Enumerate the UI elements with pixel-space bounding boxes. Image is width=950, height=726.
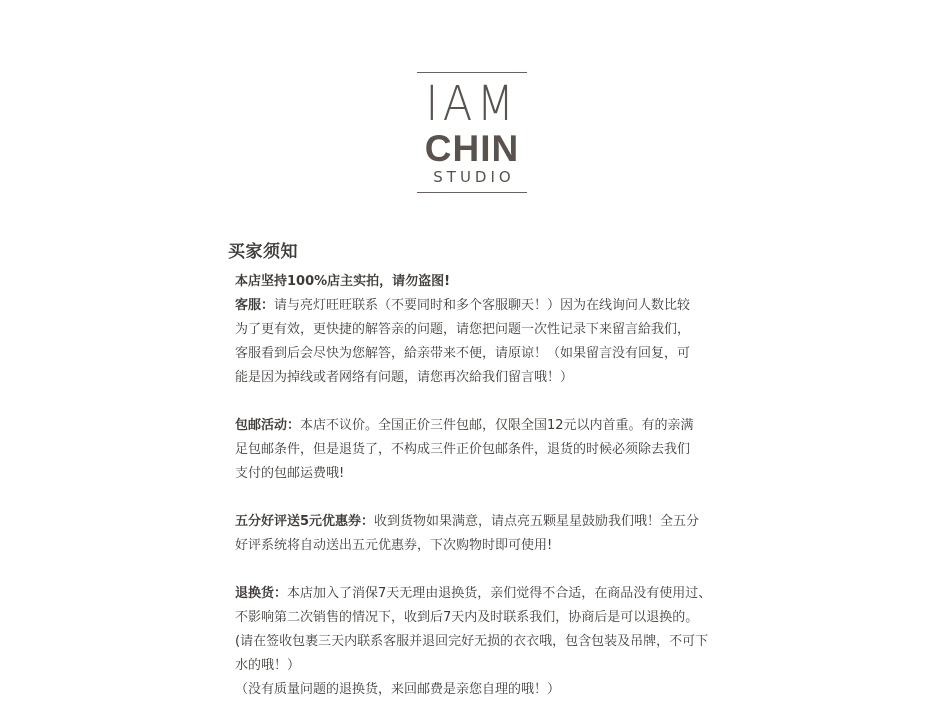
service-text: 请与亮灯旺旺联系（不要同时和多个客服聊天！）因为在线询问人数比较 xyxy=(274,298,691,313)
returns-line xyxy=(235,582,755,606)
page-title: 买家须知 xyxy=(228,242,298,262)
brand-logo xyxy=(417,72,527,193)
shipping-text: 本店不议价。全国正价三件包邮，仅限全国12元以内首重。有的亲满 xyxy=(300,418,694,433)
service-line: 客服看到后会尽快为您解答，給亲带来不便，请原谅！（如果留言没有回复，可 xyxy=(235,346,691,361)
returns-line: 水的哦！） xyxy=(235,658,301,673)
shipping-section xyxy=(235,414,755,486)
returns-line: (请在签收包裹三天内联系客服并退回完好无损的衣衣哦，包含包装及吊牌，不可下 xyxy=(235,634,709,649)
service-line xyxy=(235,294,755,318)
shipping-line: 支付的包邮运费哦! xyxy=(235,466,345,481)
logo-text-studio: STUDIO xyxy=(433,168,515,186)
review-label: 五分好评送5元优惠券： xyxy=(235,514,375,529)
returns-line: （没有质量问题的退换货，来回邮费是亲您自理的哦！） xyxy=(235,682,561,697)
review-section xyxy=(235,510,755,558)
shipping-line xyxy=(235,414,755,438)
notice-body xyxy=(235,270,755,726)
returns-label: 退换货： xyxy=(235,586,288,601)
returns-text: 本店加入了消保7天无理由退换货，亲们觉得不合适，在商品没有使用过、 xyxy=(287,586,712,601)
intro-section xyxy=(235,270,755,390)
service-line: 为了更有效，更快捷的解答亲的问题，请您把问题一次性记录下来留言給我们， xyxy=(235,322,691,337)
shipping-line: 足包邮条件，但是退货了，不构成三件正价包邮条件，退货的时候必须除去我们 xyxy=(235,442,691,457)
service-label: 客服： xyxy=(235,298,275,313)
logo-text-chin: CHIN xyxy=(424,128,520,169)
review-line: 好评系统将自动送出五元优惠券，下次购物时即可使用! xyxy=(235,538,553,553)
review-text: 收到货物如果满意，请点亮五颗星星鼓励我们哦！全五分 xyxy=(374,514,700,529)
logo-text-iam: IAM xyxy=(425,76,519,132)
service-line: 能是因为掉线或者网络有问题，请您再次給我们留言哦！） xyxy=(235,370,574,385)
review-line xyxy=(235,510,755,534)
intro-text: 本店坚持100%店主实拍，请勿盗图! xyxy=(235,274,451,289)
returns-section xyxy=(235,582,755,702)
returns-line: 不影响第二次销售的情况下，收到后7天内及时联系我们，协商后是可以退换的。 xyxy=(235,610,699,625)
shipping-label: 包邮活动： xyxy=(235,418,301,433)
